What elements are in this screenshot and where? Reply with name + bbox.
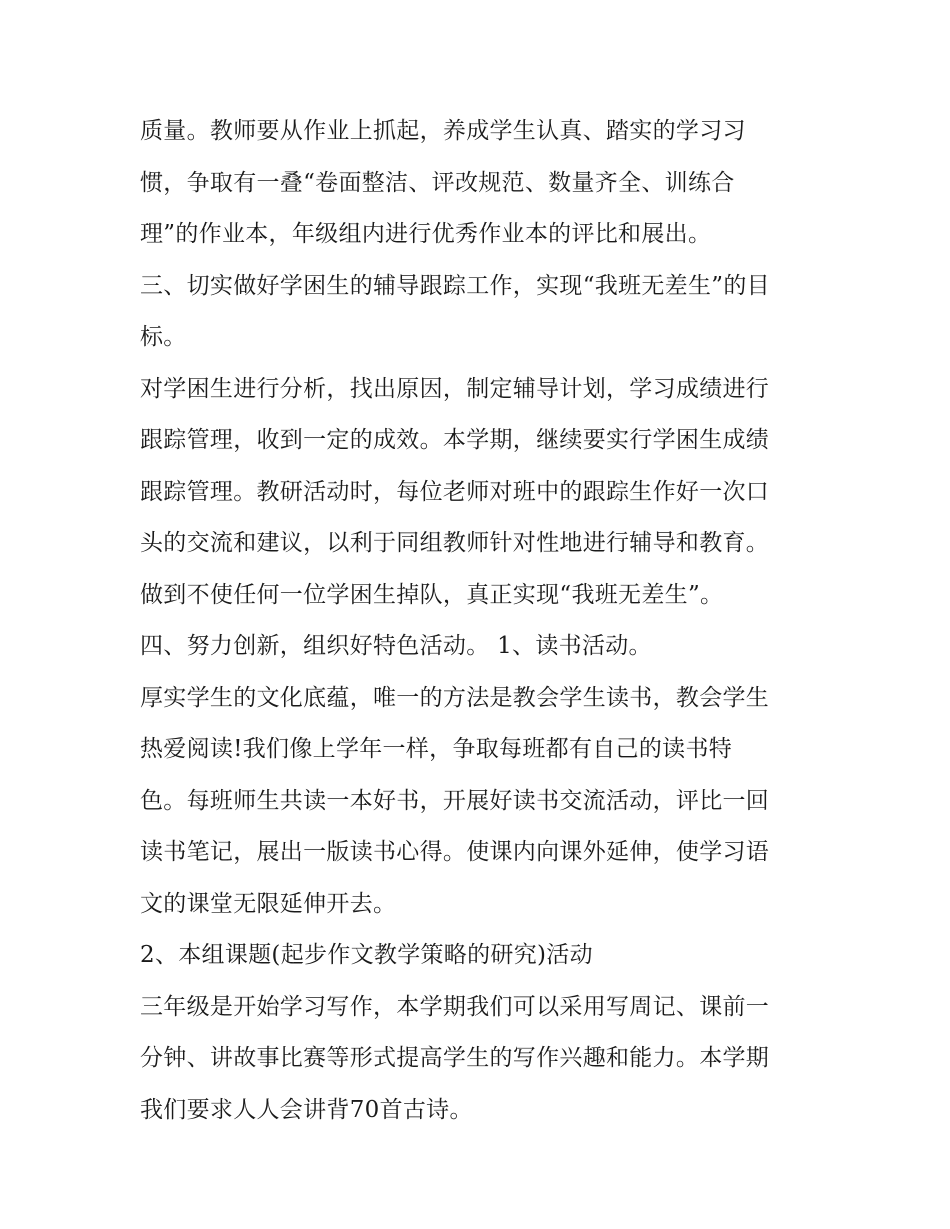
text-line: 厚实学生的文化底蕴，唯一的方法是教会学生读书，教会学生: [140, 684, 770, 711]
subsection-heading-2: 2、本组课题(起步作文教学策略的研究)活动: [140, 942, 593, 968]
text-line: 文的课堂无限延伸开去。: [140, 890, 397, 917]
text-line: 分钟、讲故事比赛等形式提高学生的写作兴趣和能力。本学期: [140, 1045, 770, 1071]
text-line: 对学困生进行分析，找出原因，制定辅导计划，学习成绩进行: [140, 375, 770, 402]
text-line: 色。每班师生共读一本好书，开展好读书交流活动，评比一回: [140, 787, 770, 814]
text-line: 跟踪管理。教研活动时，每位老师对班中的跟踪生作好一次口: [140, 478, 770, 505]
text-line: 跟踪管理，收到一定的成效。本学期，继续要实行学困生成绩: [140, 427, 770, 453]
text-line: 理”的作业本，年级组内进行优秀作业本的评比和展出。: [140, 221, 712, 247]
document-body: [140, 106, 820, 1136]
text-line: 三年级是开始学习写作，本学期我们可以采用写周记、课前一: [140, 993, 770, 1020]
text-line: 读书笔记，展出一版读书心得。使课内向课外延伸，使学习语: [140, 839, 770, 865]
text-line: 我们要求人人会讲背70首古诗。: [140, 1096, 473, 1123]
text-line: 头的交流和建议，以利于同组教师针对性地进行辅导和教育。: [140, 530, 770, 556]
text-line: 做到不使任何一位学困生掉队，真正实现“我班无差生”。: [140, 581, 724, 608]
section-heading-3-continued: 标。: [140, 324, 187, 350]
text-line: 惯，争取有一叠“卷面整洁、评改规范、数量齐全、训练合: [140, 169, 735, 196]
section-heading-4: 四、努力创新，组织好特色活动。 1、读书活动。: [140, 633, 652, 659]
text-line: 质量。教师要从作业上抓起，养成学生认真、踏实的学习习: [140, 118, 746, 144]
text-line: 热爱阅读!我们像上学年一样，争取每班都有自己的读书特: [140, 736, 733, 762]
section-heading-3: 三、切实做好学困生的辅导跟踪工作，实现“我班无差生”的目: [140, 272, 770, 299]
